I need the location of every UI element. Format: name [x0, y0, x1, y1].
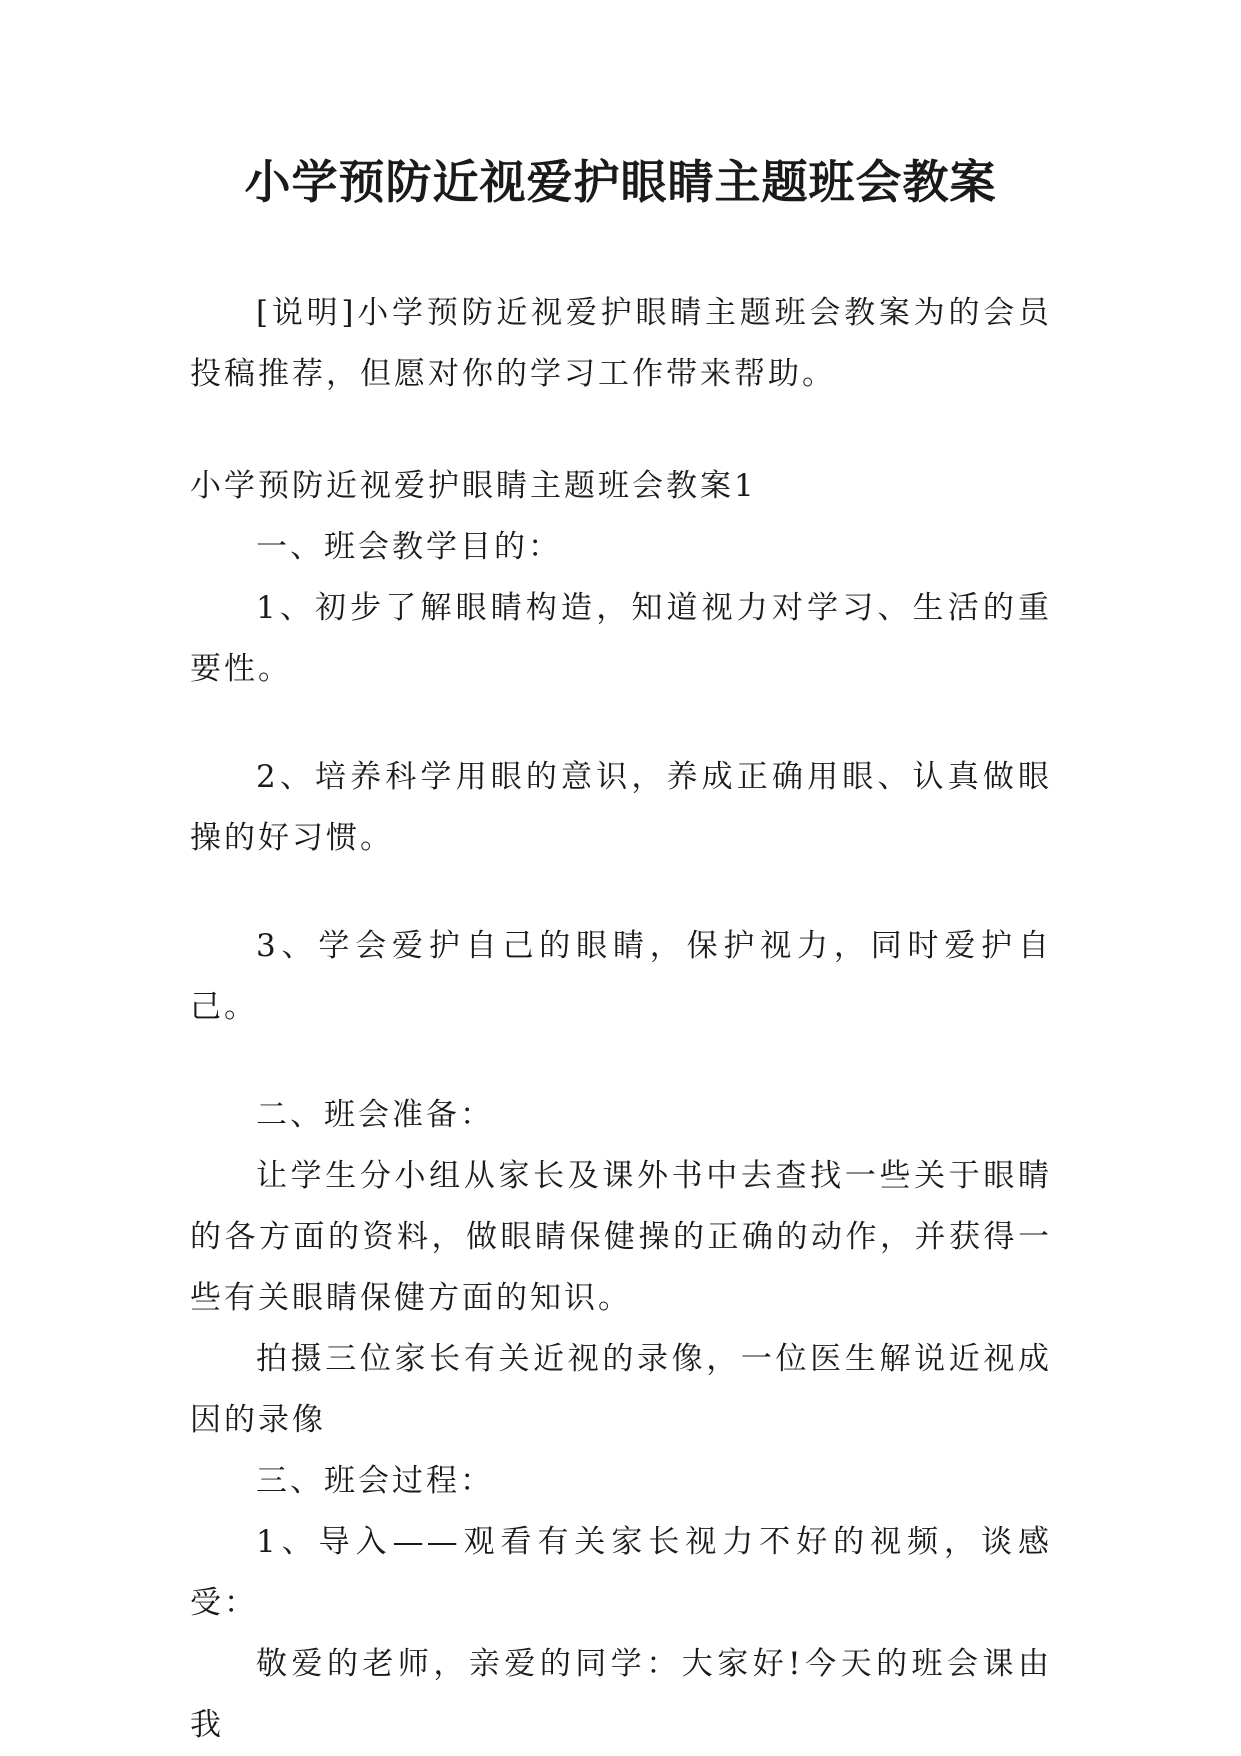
paragraph: 1、导入——观看有关家长视力不好的视频，谈感受：	[190, 1524, 1052, 1621]
paragraph: 一、班会教学目的：	[256, 529, 562, 565]
paragraph: 小学预防近视爱护眼睛主题班会教案1	[190, 468, 757, 504]
paragraph: 二、班会准备：	[256, 1097, 494, 1133]
paragraph: 2、培养科学用眼的意识，养成正确用眼、认真做眼操的好习惯。	[190, 759, 1052, 856]
paragraph: [说明]小学预防近视爱护眼睛主题班会教案为的会员投稿推荐，但愿对你的学习工作带来帮助。	[190, 295, 1052, 392]
document-body	[190, 283, 1052, 1756]
paragraph: 拍摄三位家长有关近视的录像，一位医生解说近视成因的录像	[190, 1341, 1052, 1438]
paragraph: 三、班会过程：	[256, 1463, 494, 1499]
paragraph: 让学生分小组从家长及课外书中去查找一些关于眼睛的各方面的资料，做眼睛保健操的正确的动作，并获得一些有关眼睛保健方面的知识。	[190, 1158, 1052, 1316]
document-title: 小学预防近视爱护眼睛主题班会教案	[244, 155, 997, 209]
paragraph: 3、学会爱护自己的眼睛，保护视力，同时爱护自己。	[190, 928, 1052, 1025]
paragraph: 敬爱的老师，亲爱的同学：大家好!今天的班会课由我	[190, 1646, 1052, 1743]
paragraph: 1、初步了解眼睛构造，知道视力对学习、生活的重要性。	[190, 590, 1052, 687]
